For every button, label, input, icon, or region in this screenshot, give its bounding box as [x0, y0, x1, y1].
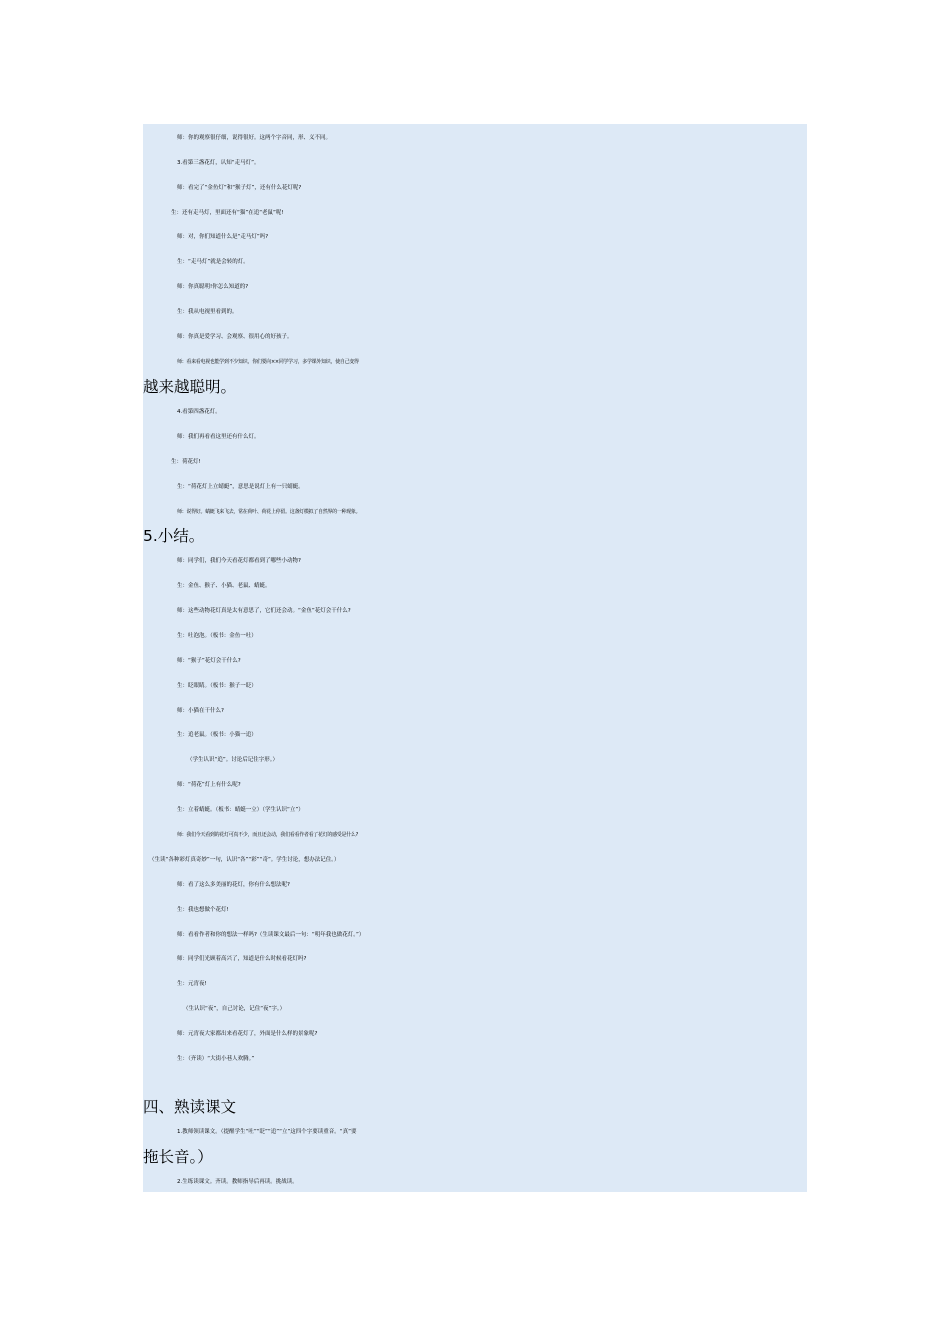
text-line: 师：我们今天看到的花灯可真不少，而且还会动，我们看看作者看了花灯的感受是什么?	[177, 832, 358, 838]
text-line: 生：还有走马灯，里面还有“猫”在追“老鼠”呢!	[171, 210, 284, 216]
text-line: 师：同学们光顾着高兴了，知道是什么时候看花灯吗?	[177, 956, 307, 962]
text-line: 师：对，你们知道什么是“走马灯”吗?	[177, 234, 269, 240]
text-line: 师：说得好。蜻蜓飞来飞去，常在荷叶、荷花上停留。这盏灯模拟了自然界的一种现象。	[177, 509, 361, 515]
text-line: 生：荷花灯!	[171, 459, 201, 465]
text-line: （生读“各种彩灯真奇妙”一句，认识“各”“彩”“奇”。学生讨论，想办法记住。）	[149, 857, 340, 863]
text-line: 师：元宵夜大家都出来看花灯了，外面是什么样的景象呢?	[177, 1031, 318, 1037]
document-page	[143, 124, 807, 1192]
text-line: 师：看看作者和你的想法一样吗?（生读课文最后一句：“明年我也做花灯。”）	[177, 932, 365, 938]
text-line: （学生认识“追”。讨论后记住字形。）	[187, 757, 278, 763]
text-line: 2.生练读课文。齐读。教师指导后再读。挑战读。	[177, 1179, 298, 1185]
text-line: 1.教师领读课文。（提醒学生“吐”“眨”“追”“立”这四个字要读重音。“真”要	[177, 1129, 357, 1135]
text-line: 越来越聪明。	[143, 378, 237, 396]
text-line: 拖长音。）	[143, 1148, 213, 1166]
text-line: 生：“荷花灯上立蜻蜓”，意思是说灯上有一只蜻蜓。	[177, 484, 304, 490]
text-line: 生：“走马灯”就是会转的灯。	[177, 259, 249, 265]
text-line: 师：你真是爱学习、会观察、很用心的好孩子。	[177, 334, 293, 340]
text-line: 师：看完了“金鱼灯”和“猴子灯”，还有什么花灯呢?	[177, 185, 302, 191]
text-line: 师：我们再看看这里还有什么灯。	[177, 434, 260, 440]
text-line: 师：“猴子”花灯会干什么?	[177, 658, 241, 664]
text-line: （生认识“夜”，自己讨论，记住“夜”字。）	[183, 1006, 286, 1012]
text-line: 4.看第四盏花灯。	[177, 409, 221, 415]
text-line: 师：你真聪明!你怎么知道的?	[177, 284, 249, 290]
text-line: 生：追老鼠。（板书：小猫一追）	[177, 732, 257, 738]
text-line: 师：这些动物花灯真是太有意思了，它们还会动。“金鱼”花灯会干什么?	[177, 608, 351, 614]
text-line: 5.小结。	[143, 527, 205, 545]
text-line: 师：你的观察很仔细，说得很好。这两个字音同，形、义不同。	[177, 135, 332, 141]
text-line: 师：同学们，我们今天看花灯都看到了哪些小动物?	[177, 558, 301, 564]
text-line: 师：“荷花”灯上有什么呢?	[177, 782, 241, 788]
section-heading: 四、熟读课文	[143, 1098, 237, 1116]
text-line: 生：金鱼、猴子、小猫、老鼠、蜻蜓。	[177, 583, 271, 589]
text-line: 生：元宵夜!	[177, 981, 207, 987]
text-line: 3.看第三盏花灯，认知“走马灯”。	[177, 160, 260, 166]
text-line: 生：立着蜻蜓。（板书：蜻蜓一立）（学生认识“立”）	[177, 807, 304, 813]
text-line: 生：我也想做个花灯!	[177, 907, 229, 913]
text-line: 生：（齐读）“大街小巷人欢腾。”	[177, 1056, 255, 1062]
text-line: 师：看了这么多美丽的花灯，你有什么想法呢?	[177, 882, 290, 888]
text-line: 师：看来看电视也能学到不少知识，你们要向××同学学习，多学课外知识，使自己变得	[177, 359, 359, 365]
text-line: 师：小猫在干什么?	[177, 708, 224, 714]
text-line: 生：眨眼睛。（板书：猴子一眨）	[177, 683, 257, 689]
text-line: 生：我从电视里看到的。	[177, 309, 238, 315]
text-line: 生：吐泡泡。（板书：金鱼一吐）	[177, 633, 257, 639]
